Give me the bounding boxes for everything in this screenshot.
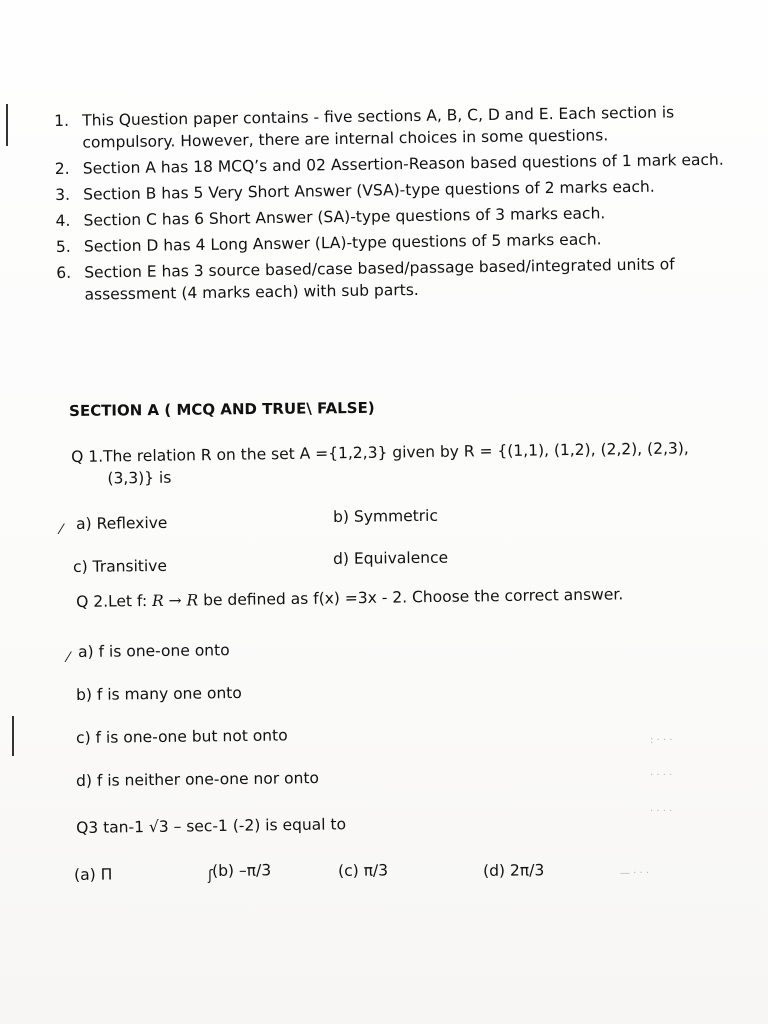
tick-mark-icon: ʃ <box>208 868 213 884</box>
question-3-option-d: (d) 2π/3 <box>483 861 545 880</box>
instruction-number: 1. <box>54 111 70 130</box>
question-3-option-c: (c) π/3 <box>338 861 389 880</box>
question-3-option-a: (a) Π <box>74 865 113 884</box>
show-through-smudge: — · · · <box>620 868 650 879</box>
question-2-option-d: d) f is neither one-one nor onto <box>76 769 320 790</box>
show-through-smudge: : · · · <box>650 735 673 746</box>
question-1 <box>71 437 712 490</box>
question-1-option-a: a) Reflexive <box>76 513 168 533</box>
question-2 <box>76 582 716 613</box>
question-2-option-c: c) f is one-one but not onto <box>76 726 288 747</box>
instruction-text: This Question paper contains - five sections A, B, C, D and E. Each section is compulsory. However, there are internal choices in some questions. <box>82 103 675 152</box>
question-2-function-map: R → R <box>151 591 199 610</box>
tick-mark-icon: ⁄ <box>60 522 63 538</box>
instruction-item <box>56 253 727 306</box>
question-1-line-1: Q 1.The relation R on the set A ={1,2,3} given by R = {(1,1), (1,2), (2,2), (2,3), <box>71 439 689 466</box>
question-1-option-c: c) Transitive <box>73 556 168 576</box>
instruction-text: Section D has 4 Long Answer (LA)-type questions of 5 marks each. <box>83 230 602 256</box>
question-2-suffix: be defined as f(x) =3x - 2. Choose the correct answer. <box>198 585 624 610</box>
instruction-item <box>54 101 725 154</box>
question-2-option-b: b) f is many one onto <box>76 683 242 704</box>
instruction-number: 5. <box>55 237 71 256</box>
question-1-option-b: b) Symmetric <box>333 506 439 526</box>
instruction-number: 6. <box>56 263 72 282</box>
question-2-prefix: Q 2.Let f: <box>76 591 153 611</box>
question-3-option-b: (b) –π/3 <box>212 861 272 880</box>
question-3: Q3 tan-1 √3 – sec-1 (-2) is equal to <box>76 815 347 837</box>
show-through-smudge: · · · · <box>650 806 673 817</box>
instruction-number: 4. <box>55 211 71 230</box>
question-1-line-2: (3,3)} is <box>107 468 172 488</box>
margin-mark-top <box>6 104 8 146</box>
question-2-option-a: a) f is one-one onto <box>78 641 230 661</box>
instructions-list <box>54 101 727 310</box>
margin-mark-bottom <box>12 716 14 756</box>
section-a-heading: SECTION A ( MCQ AND TRUE\ FALSE) <box>69 398 375 420</box>
show-through-smudge: · · · · <box>650 770 673 781</box>
tick-mark-icon: ⁄ <box>67 650 70 666</box>
question-1-option-d: d) Equivalence <box>333 548 449 568</box>
instruction-number: 3. <box>55 185 71 204</box>
instruction-number: 2. <box>54 159 70 178</box>
instruction-text: Section E has 3 source based/case based/passage based/integrated units of assessment (4 marks each) with sub parts. <box>84 255 675 304</box>
instruction-text: Section A has 18 MCQ’s and 02 Assertion-Reason based questions of 1 mark each. <box>82 150 724 178</box>
instruction-text: Section B has 5 Very Short Answer (VSA)-type questions of 2 marks each. <box>83 177 655 204</box>
instruction-text: Section C has 6 Short Answer (SA)-type questions of 3 marks each. <box>83 204 606 230</box>
